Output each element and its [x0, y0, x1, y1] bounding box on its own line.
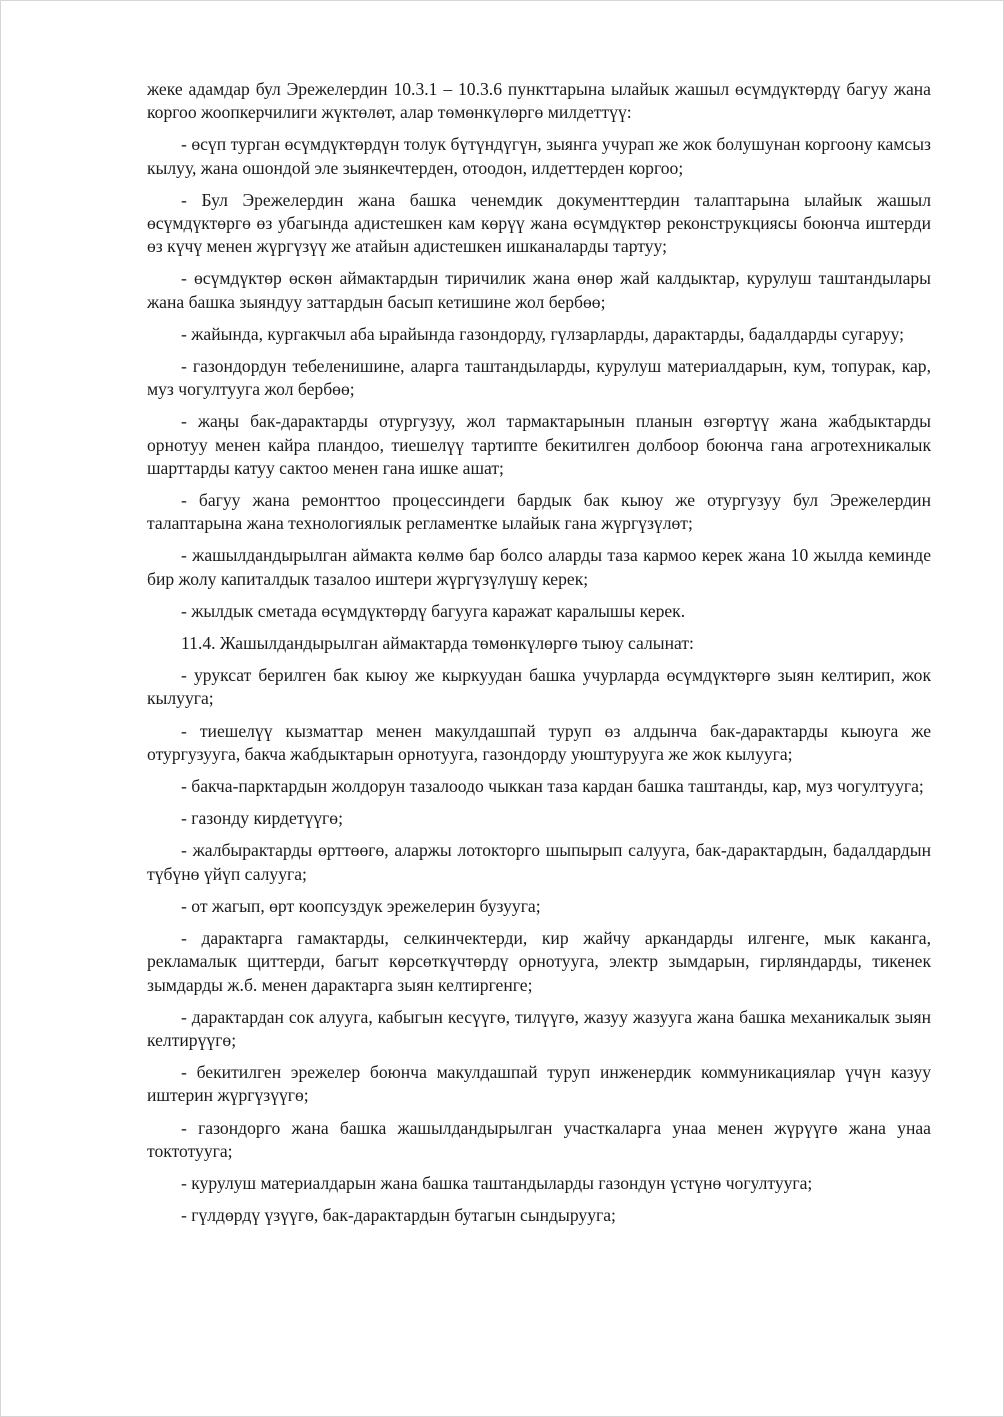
list-item-pond-cleaning: - жашылдандырылган аймакта көлмө бар болсо аларды таза кармоо керек жана 10 жылда кеминде бир жолу капиталдык тазалоо иштери жүргүзүлүшү керек;: [147, 545, 931, 589]
section-heading-11-4: 11.4. Жашылдандырылган аймактарда төмөнкүлөргө тыюу салынат:: [181, 633, 694, 654]
list-item-specialized-care: - Бул Эрежелердин жана башка ченемдик документтердин талаптарына ылайык жашыл өсүмдүктөргө өз убагында адистешкен кам көрүү жана өсүмдүктөр реконструкциясы боюнча иштерди өз күчү менен жүргүзүү же атайын адистешкен ишканаларды тартуу;: [147, 189, 931, 257]
document-body: [147, 78, 931, 1236]
list-item-budget: - жылдык сметада өсүмдүктөрдү багууга каражат каралышы керек.: [181, 600, 686, 621]
prohibited-item-sap-bark: - дарактардан сок алууга, кабыгын кесүүгө, тилүүгө, жазуу жазууга жана башка механикалык зыян келтирүүгө;: [147, 1006, 931, 1050]
list-item-new-planting: - жаңы бак-дарактарды отургузуу, жол тармактарынын планын өзгөртүү жана жабдыктарды орнотуу менен кайра пландоо, тиешелүү тартипте бекитилген долбоор боюнча гана агротехникалык шарттарды катуу сактоо менен гана ишке ашат;: [147, 411, 931, 478]
prohibited-item-littering-lawn: - газонду кирдетүүгө;: [181, 808, 343, 829]
prohibited-item-snow-piling: - бакча-парктардын жолдорун тазалоодо чыккан таза кардан башка таштанды, кар, муз чогултууга;: [181, 776, 924, 797]
prohibited-item-fire-safety: - от жагып, өрт коопсуздук эрежелерин бузууга;: [181, 895, 541, 916]
prohibited-item-unauthorized-planting: - тиешелүү кызматтар менен макулдашпай туруп өз алдынча бак-дарактарды кыюуга же отургузууга, бакча жабдыктарын орнотууга, газондорду уюштурууга же жок кылууга;: [147, 720, 931, 764]
list-item-cutting-regulations: - багуу жана ремонттоо процессиндеги бардык бак кыюу же отургузуу бул Эрежелердин талаптарына жана технологиялык регламентке ылайык гана жүргүзүлөт;: [147, 490, 931, 534]
prohibited-item-materials-on-lawn: - курулуш материалдарын жана башка таштандыларды газондун үстүнө чогултууга;: [181, 1172, 813, 1193]
prohibited-item-damage: - уруксат берилген бак кыюу же кыркуудан башка учурларда өсүмдүктөргө зыян келтирип, жок кылууга;: [147, 665, 931, 709]
list-item-lawn-trampling: - газондордун тебеленишине, аларга таштандыларды, курулуш материалдарын, кум, топурак, кар, муз чогултууга жол бербөө;: [147, 356, 931, 400]
paragraph-continuation: жеке адамдар бул Эрежелердин 10.3.1 – 10.3.6 пункттарына ылайык жашыл өсүмдүктөрдү багуу жана коргоо жоопкерчилиги жүктөлөт, алар төмөнкүлөргө милдеттүү:: [147, 79, 931, 123]
prohibited-item-excavation: - бекитилген эрежелер боюнча макулдашпай туруп инженердик коммуникациялар үчүн казуу иштерин жүргүзүүгө;: [147, 1062, 931, 1106]
prohibited-item-flower-picking: - гүлдөрдү үзүүгө, бак-дарактардын бутагын сындырууга;: [181, 1205, 616, 1226]
prohibited-item-burning-leaves: - жалбырактарды өрттөөгө, аларжы лотокторго шыпырып салууга, бак-дарактардын, бадалдардын түбүнө үйүп салууга;: [147, 840, 931, 884]
list-item-watering: - жайында, кургакчыл аба ырайында газондорду, гүлзарларды, дарактарды, бадалдарды сугаруу;: [181, 323, 904, 344]
prohibited-item-tree-attachments: - дарактарга гамактарды, селкинчектерди, кир жайчу аркандарды илгенге, мык каканга, рекламалык щиттерди, багыт көрсөткүчтөрдү орнотууга, электр зымдарын, гирляндарды, тикенек зымдарды ж.б. менен дарактарга зыян келтиргенге;: [147, 928, 931, 995]
prohibited-item-vehicles: - газондорго жана башка жашылдандырылган участкаларга унаа менен жүрүүгө жана унаа токтотууга;: [147, 1117, 931, 1161]
list-item-no-waste: - өсүмдүктөр өскөн аймактардын тиричилик жана өнөр жай калдыктар, курулуш таштандылары жана башка зыяндуу заттардын басып кетишине жол бербөө;: [147, 268, 931, 312]
list-item-protect-plants: - өсүп турган өсүмдүктөрдүн толук бүтүндүгүн, зыянга учурап же жок болушунан коргоону камсыз кылуу, жана ошондой эле зыянкечтерден, отоодон, илдеттерден коргоо;: [147, 134, 931, 178]
